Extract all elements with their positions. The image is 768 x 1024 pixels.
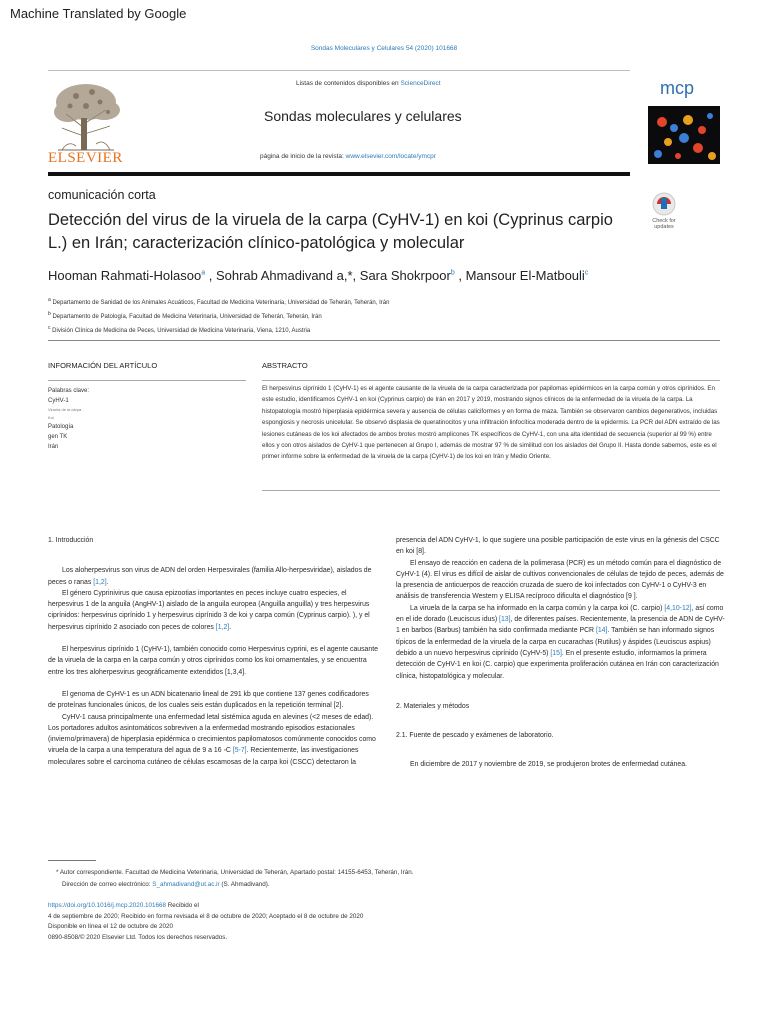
keyword-tiny: Viruela de la carpa (48, 407, 82, 412)
paragraph-text: . También se han informado signos típicos de la enfermedad de la viruela de la carpa en cucarachas (Rutilus) y áspides (Leuciscus aspius) debido a un nuevo herpesvirus ciprínido (CyHV-5) (396, 627, 715, 657)
cover-logo-text: mcp (660, 78, 695, 98)
email-link[interactable]: S_ahmadivand@ut.ac.ir (152, 881, 220, 888)
section-heading: 1. Introducción (48, 537, 94, 544)
section-heading: 2. Materiales y métodos (396, 702, 470, 710)
affiliation-item (48, 295, 389, 309)
citation-link[interactable]: [1,2] (215, 623, 230, 631)
body-paragraph (48, 588, 378, 633)
author-name[interactable]: Sohrab Ahmadivand a,* (215, 268, 353, 283)
affiliation-item (48, 323, 389, 337)
journal-title: Sondas moleculares y celulares (264, 108, 462, 124)
copyright-line: 0890-8508/© 2020 Elsevier Ltd. Todos los derechos reservados. (48, 933, 228, 941)
paragraph-text: El género Cyprinivirus que causa epizootias importantes en peces incluye cuatro especies, el herpesvirus 1 de la anguila (AngHV-1) aislado de la anguila europea (Anguilla anguilla) y tres herpesvirus ciprínidos: herpesvirus ciprínido 1 y herpesvirus ciprínido 3 de koi y carpa común (Cyprinus carpio). ), y el herpesvirus ciprínido 2 asociado con peces de colores (48, 589, 370, 631)
body-left-column (48, 535, 378, 768)
affiliation-mark: b (48, 311, 51, 317)
cover-art (648, 72, 720, 164)
body-paragraph: En diciembre de 2017 y noviembre de 2019, se produjeron brotes de enfermedad cutánea. (410, 761, 687, 769)
badge-line1: Check for (652, 218, 676, 224)
abstract-bottom-rule (262, 490, 720, 491)
paragraph-text: CyHV-1 causa principalmente una enfermedad letal sistémica aguda en alevines (<2 meses de edad). Los portadores adultos asintomáticos sobreviven a la enfermedad mostrando episodios estacionales (invierno/primavera) de hiperplasia epidérmica o crecimientos papilomatosos comúnmente conocidos como viruela de la carpa a una temperatura del agua de 9 a 16 ◦C (48, 713, 376, 755)
keyword-tiny: Koi (48, 415, 54, 420)
email-suffix: (S. Ahmadivand). (219, 881, 270, 888)
keyword-item: CyHV-1 (48, 398, 69, 404)
author-list (48, 268, 588, 283)
affiliation-text: Departamento de Sanidad de los Animales Acuáticos, Facultad de Medicina Veterinaria, Universidad de Teherán, Teherán, Irán (52, 300, 390, 306)
paragraph-text: Los aloherpesvirus son virus de ADN del orden Herpesvirales (familia Allo-herpesviridae), aislados de peces o ranas (48, 567, 372, 586)
keyword-item: Patología (48, 424, 74, 430)
received-text: Recibido el (165, 902, 199, 909)
author-name[interactable]: Sara Shokrpoor (359, 268, 451, 283)
keyword-item: gen TK (48, 434, 68, 440)
paragraph-text: , de diferentes países. Recientemente, la presencia de ADN de CyHV-1 en barbos (Barbus) también ha sido confirmada mediante PCR (396, 616, 725, 635)
body-paragraph: El genoma de CyHV-1 es un ADN bicatenario lineal de 291 kb que contiene 137 genes codificadores de proteínas funcionales únicos, de los cuales seis están duplicados en la repetición terminal [2]. (48, 690, 369, 710)
badge-line2: updates (654, 224, 674, 230)
paragraph-text: . En el presente estudio, informamos la primera detección de CyHV-1 en koi (C. carpio) que experimenta proliferación cutánea en Irán con caracterización clínica, histopatológica y molecular. (396, 649, 719, 680)
keywords-label: Palabras clave: (48, 388, 90, 394)
affiliation-item (48, 309, 389, 323)
paragraph-text: . (229, 623, 232, 631)
body-paragraph: El herpesvirus ciprínido 1 (CyHV-1), también conocido como Herpesvirus cyprini, es el agente causante de la viruela de la carpa en la carpa común y otros ciprínidos como los koi ornamentales, y se encuentra entre los tres aloherpesvirus geográficamente extendidos [1,3,4]. (48, 646, 378, 676)
author-separator: , (454, 268, 466, 283)
section-divider (48, 340, 720, 341)
paragraph-text: . (106, 578, 109, 586)
author-affiliation-mark[interactable]: b (450, 269, 455, 277)
article-info-heading: INFORMACIÓN DEL ARTÍCULO (48, 361, 158, 370)
citation-link[interactable]: [13] (499, 616, 511, 624)
doi-block (48, 901, 363, 943)
body-paragraph: presencia del ADN CyHV-1, lo que sugiere una posible participación de este virus en la génesis del CSCC en koi [8]. (396, 537, 720, 556)
elsevier-wordmark: ELSEVIER (48, 150, 123, 166)
doi-line (48, 901, 363, 912)
author-name[interactable]: Hooman Rahmati-Holasoo (48, 268, 202, 283)
citation-link[interactable]: [5-7] (232, 747, 247, 755)
check-for-updates-badge[interactable] (646, 191, 682, 231)
footnote-text: * Autor correspondiente. Facultad de Medicina Veterinaria, Universidad de Teherán, Apartado postal: 14155-6453, Teherán, Irán. (56, 869, 414, 876)
header-top-rule (48, 70, 630, 71)
header-bottom-rule (48, 172, 630, 176)
affiliation-text: Departamento de Patología, Facultad de Medicina Veterinaria, Universidad de Teherán, Teherán, Irán (52, 314, 322, 320)
citation-link[interactable]: [4,10-12] (664, 604, 692, 612)
body-paragraph: El ensayo de reacción en cadena de la polimerasa (PCR) es un método común para el diagnóstico de CyHV-1 (4). El virus es difícil de aislar de cultivos convencionales de células de tejido de peces, además de la presencia de anticuerpos de reacción cruzada de suero de koi infectados con CyHV-1 o CyHV-3 en análisis de transferencia Western y ELISA recíproco dificulta el diagnóstico [9 ]. (396, 559, 724, 601)
footnote-rule (48, 860, 96, 861)
body-paragraph (396, 603, 726, 682)
author-affiliation-mark[interactable]: a (201, 269, 206, 277)
contents-line (296, 80, 441, 87)
affiliations (48, 295, 389, 337)
article-title: Detección del virus de la viruela de la carpa (CyHV-1) en koi (Cyprinus carpio L.) en Irán; caracterización clínico-patológica y molecular (48, 211, 613, 252)
corresponding-author-footnote (56, 867, 414, 891)
article-info-rule (48, 380, 246, 381)
dates-line: 4 de septiembre de 2020; Recibido en forma revisada el 8 de octubre de 2020; Aceptado el 8 de octubre de 2020 (48, 912, 364, 920)
author-separator: , (205, 268, 216, 283)
affiliation-mark: a (48, 297, 51, 303)
author-separator: , (352, 268, 360, 283)
citation-link[interactable]: [14] (595, 627, 608, 635)
abstract-text: El herpesvirus ciprínido 1 (CyHV-1) es el agente causante de la viruela de la carpa caracterizada por papilomas epidérmicos en la carpa común y otros ciprínidos. En este estudio, identificamos CyHV-1 en koi (Cyprinus carpio) de Irán en 2017 y 2019, mostrando signos clínicos de la enfermedad de la viruela de la carpa. La histopatología mostró hiperplasia epidérmica severa y ausencia de células caliciformes y en forma de maza. También se observaron cambios degenerativos, incluidas espongiosis y necrosis unicelular. Se observó displasia de queratinocitos y una infiltración linfocítica moderada dentro de la epidermis. La PCR del ADN extraído de las lesiones cutáneas de los koi afectados de ambos brotes mostró amplicones TK específicos de CyHV-1, con una alta identidad de secuencia (superior al 99 %) entre ellos y con otros aislados de CyHV-1 que pertenecen al Grupo I, además de mostrar 97 % de similitud con los aislados del Grupo II. Hasta donde sabemos, este es el primer informe sobre la enfermedad de la viruela de la carpa (CyHV-1) de los koi en Irán y Medio Oriente. (262, 385, 720, 461)
email-prefix: Dirección de correo electrónico: (62, 881, 153, 888)
subsection-heading: 2.1. Fuente de pescado y exámenes de laboratorio. (396, 732, 554, 740)
citation-link[interactable]: [15] (550, 649, 562, 657)
sciencedirect-link[interactable]: ScienceDirect (400, 80, 441, 87)
journal-cover-image[interactable] (648, 72, 720, 164)
check-for-updates-icon (646, 191, 682, 231)
body-right-column (396, 535, 726, 771)
keyword-item: Irán (48, 444, 59, 450)
body-paragraph (48, 565, 378, 588)
keywords-block (48, 386, 89, 452)
body-paragraph (48, 712, 378, 768)
machine-translated-banner: Machine Translated by Google (10, 6, 187, 21)
homepage-prefix: página de inicio de la revista: (260, 153, 346, 160)
affiliation-text: División Clínica de Medicina de Peces, Universidad de Medicina Veterinaria, Viena, 1210, Austria (52, 328, 311, 334)
journal-reference-link[interactable]: Sondas Moleculares y Celulares 54 (2020) 101668 (310, 45, 458, 52)
author-affiliation-mark[interactable]: c (584, 269, 589, 277)
journal-homepage-line (260, 153, 436, 160)
online-date-line: Disponible en línea el 12 de octubre de 2020 (48, 923, 173, 930)
journal-homepage-link[interactable]: www.elsevier.com/locate/ymcpr (345, 153, 436, 160)
paragraph-text: La viruela de la carpa se ha informado en la carpa común y la carpa koi (C. carpio) (410, 604, 665, 612)
abstract-rule (262, 380, 720, 381)
article-type: comunicación corta (48, 188, 156, 202)
paragraph-text: , así como en el ide dorado (Leuciscus idus) (396, 604, 724, 624)
footnote-email-line (56, 879, 414, 891)
paragraph-text: . Recientemente, las investigaciones moleculares sobre el carcinoma cutáneo de células escamosas de la carpa koi (CSCC) detectaron la (48, 747, 359, 766)
contents-prefix: Listas de contenidos disponibles en (296, 80, 401, 87)
doi-link[interactable]: https://doi.org/10.1016/j.mcp.2020.101668 (48, 902, 166, 909)
author-name[interactable]: Mansour El-Matbouli (465, 268, 585, 283)
affiliation-mark: c (48, 325, 51, 331)
abstract-heading: ABSTRACTO (262, 361, 308, 370)
citation-link[interactable]: [1,2] (93, 578, 107, 586)
